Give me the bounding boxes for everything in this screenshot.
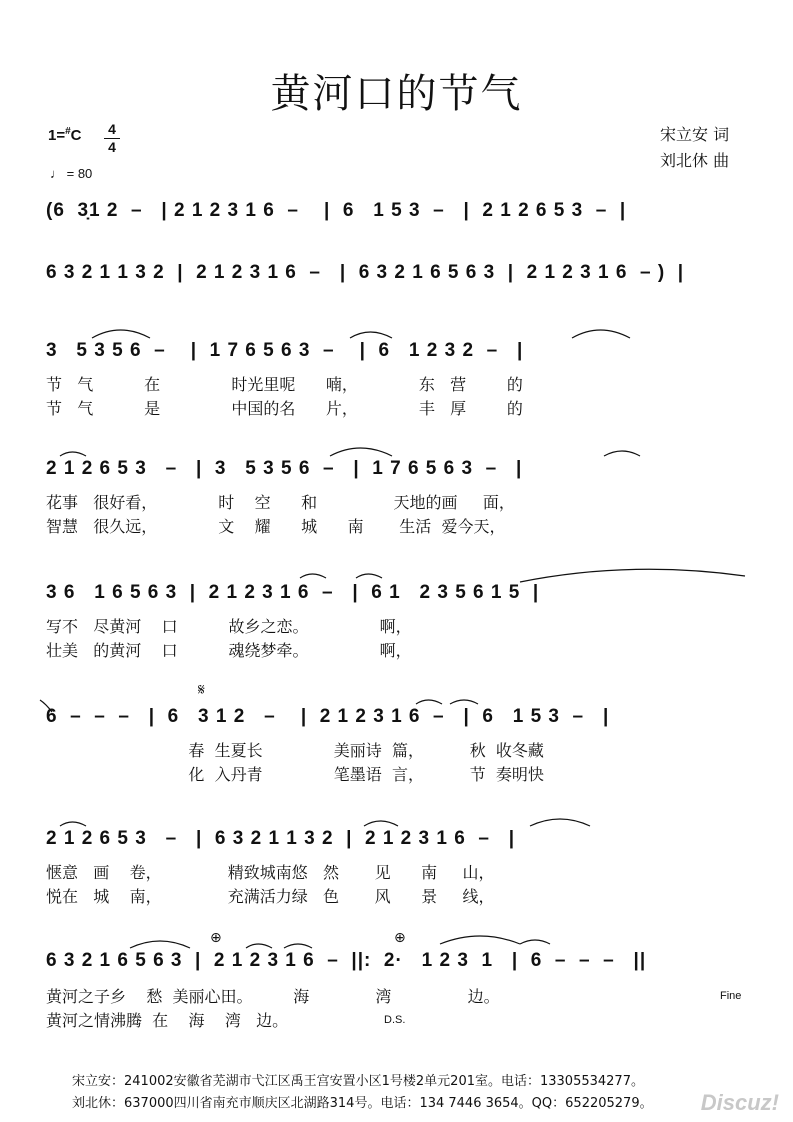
slur bbox=[92, 330, 150, 338]
lyric-verse-2: 节 气 是 中国的名 片， 丰 厚 的 bbox=[46, 399, 523, 418]
lyric-verse-1: 写不 尽黄河 口 故乡之恋。 啊， bbox=[46, 617, 412, 636]
coda-icon: ⊕ bbox=[210, 930, 222, 946]
slur bbox=[530, 819, 590, 826]
notation-line: 6 – – – | 6 3 1 2 – | 2 1 2 3 1 6 – | 6 1 5 3 – | bbox=[46, 706, 610, 727]
notation-line: 6 3 2 1 6 5 6 3 | 2 1 2 3 1 6 – ||: 2· 1 2 3 1 | 6 – – – || bbox=[46, 950, 647, 971]
notation-line: 2 1 2 6 5 3 – | 6 3 2 1 1 3 2 | 2 1 2 3 1 6 – | bbox=[46, 828, 516, 849]
key-signature: 1=#C bbox=[48, 126, 82, 144]
slur bbox=[330, 448, 392, 456]
fine-marking: Fine bbox=[720, 990, 742, 1002]
slur bbox=[440, 936, 520, 944]
composer-credit: 刘北休 曲 bbox=[660, 151, 730, 170]
slur bbox=[350, 332, 392, 338]
quarter-note-icon: ♩ bbox=[50, 166, 63, 181]
segno-icon: 𝄋 bbox=[198, 680, 205, 699]
slur bbox=[284, 944, 312, 948]
lyric-verse-1: 惬意 画 卷， 精致城南悠 然 见 南 山， bbox=[46, 863, 495, 882]
coda-icon: ⊕ bbox=[394, 930, 406, 946]
watermark: Discuz! bbox=[700, 1090, 779, 1115]
time-signature: 4 4 bbox=[104, 122, 120, 155]
slur bbox=[364, 821, 398, 826]
notation-line: 2 1 2 6 5 3 – | 3 5 3 5 6 – | 1 7 6 5 6 3 – | bbox=[46, 458, 523, 479]
slur bbox=[416, 700, 442, 704]
lyric-verse-1: 花事 很好看， 时 空 和 天地的画 面， bbox=[46, 493, 515, 512]
notation-line: 3 6 1 6 5 6 3 | 2 1 2 3 1 6 – | 6 1 2 3 5 6 1 5 | bbox=[46, 582, 540, 603]
lyric-verse-2: 黄河之情沸腾 在 海 湾 边。 bbox=[46, 1011, 289, 1030]
lyricist-credit: 宋立安 词 bbox=[660, 125, 730, 144]
footer-contact-composer: 刘北休：637000四川省南充市顺庆区北湖路314号。电话：134 7446 3654。QQ：652205279。 bbox=[72, 1096, 653, 1111]
slur bbox=[300, 574, 326, 578]
notation-line: 3 5 3 5 6 – | 1 7 6 5 6 3 – | 6 1 2 3 2 – | bbox=[46, 340, 524, 361]
slur bbox=[450, 700, 478, 704]
lyric-verse-1: 春 生夏长 美丽诗 篇， 秋 收冬藏 bbox=[46, 741, 544, 760]
slur bbox=[60, 452, 86, 456]
footer-contact-lyricist: 宋立安：241002安徽省芜湖市弋江区禹王宫安置小区1号楼2单元201室。电话：13305534277。 bbox=[72, 1074, 644, 1089]
slur bbox=[246, 944, 272, 948]
slur bbox=[520, 940, 550, 944]
lyric-verse-1: 黄河之子乡 愁 美丽心田。 海 湾 边。 bbox=[46, 987, 500, 1006]
slur bbox=[60, 822, 86, 826]
lyric-verse-2: 悦在 城 南， 充满活力绿 色 风 景 线， bbox=[46, 887, 495, 906]
notation-line: 6 3 2 1 1 3 2 | 2 1 2 3 1 6 – | 6 3 2 1 6 5 6 3 | 2 1 2 3 1 6 – ) | bbox=[46, 262, 685, 283]
lyric-verse-1: 节 气 在 时光里呢 喃， 东 营 的 bbox=[46, 375, 523, 394]
lyric-verse-2: 智慧 很久远， 文 耀 城 南 生活 爱今天， bbox=[46, 517, 506, 536]
slur bbox=[572, 330, 630, 338]
slur bbox=[604, 451, 640, 456]
lyric-verse-2: 化 入丹青 笔墨语 言， 节 奏明快 bbox=[46, 765, 544, 784]
slur bbox=[356, 574, 382, 578]
slur bbox=[520, 569, 745, 582]
slur bbox=[130, 941, 190, 948]
ds-marking: D.S. bbox=[384, 1014, 406, 1026]
slur bbox=[40, 700, 52, 712]
song-title: 黄河口的节气 bbox=[270, 71, 523, 117]
tempo-marking: ♩ = 80 bbox=[50, 166, 93, 181]
notation-line: (6 3̣1 2 – | 2 1 2 3 1 6 – | 6 1 5 3 – | 2 1 2 6 5 3 – | bbox=[46, 200, 627, 221]
lyric-verse-2: 壮美 的黄河 口 魂绕梦牵。 啊， bbox=[46, 641, 412, 660]
